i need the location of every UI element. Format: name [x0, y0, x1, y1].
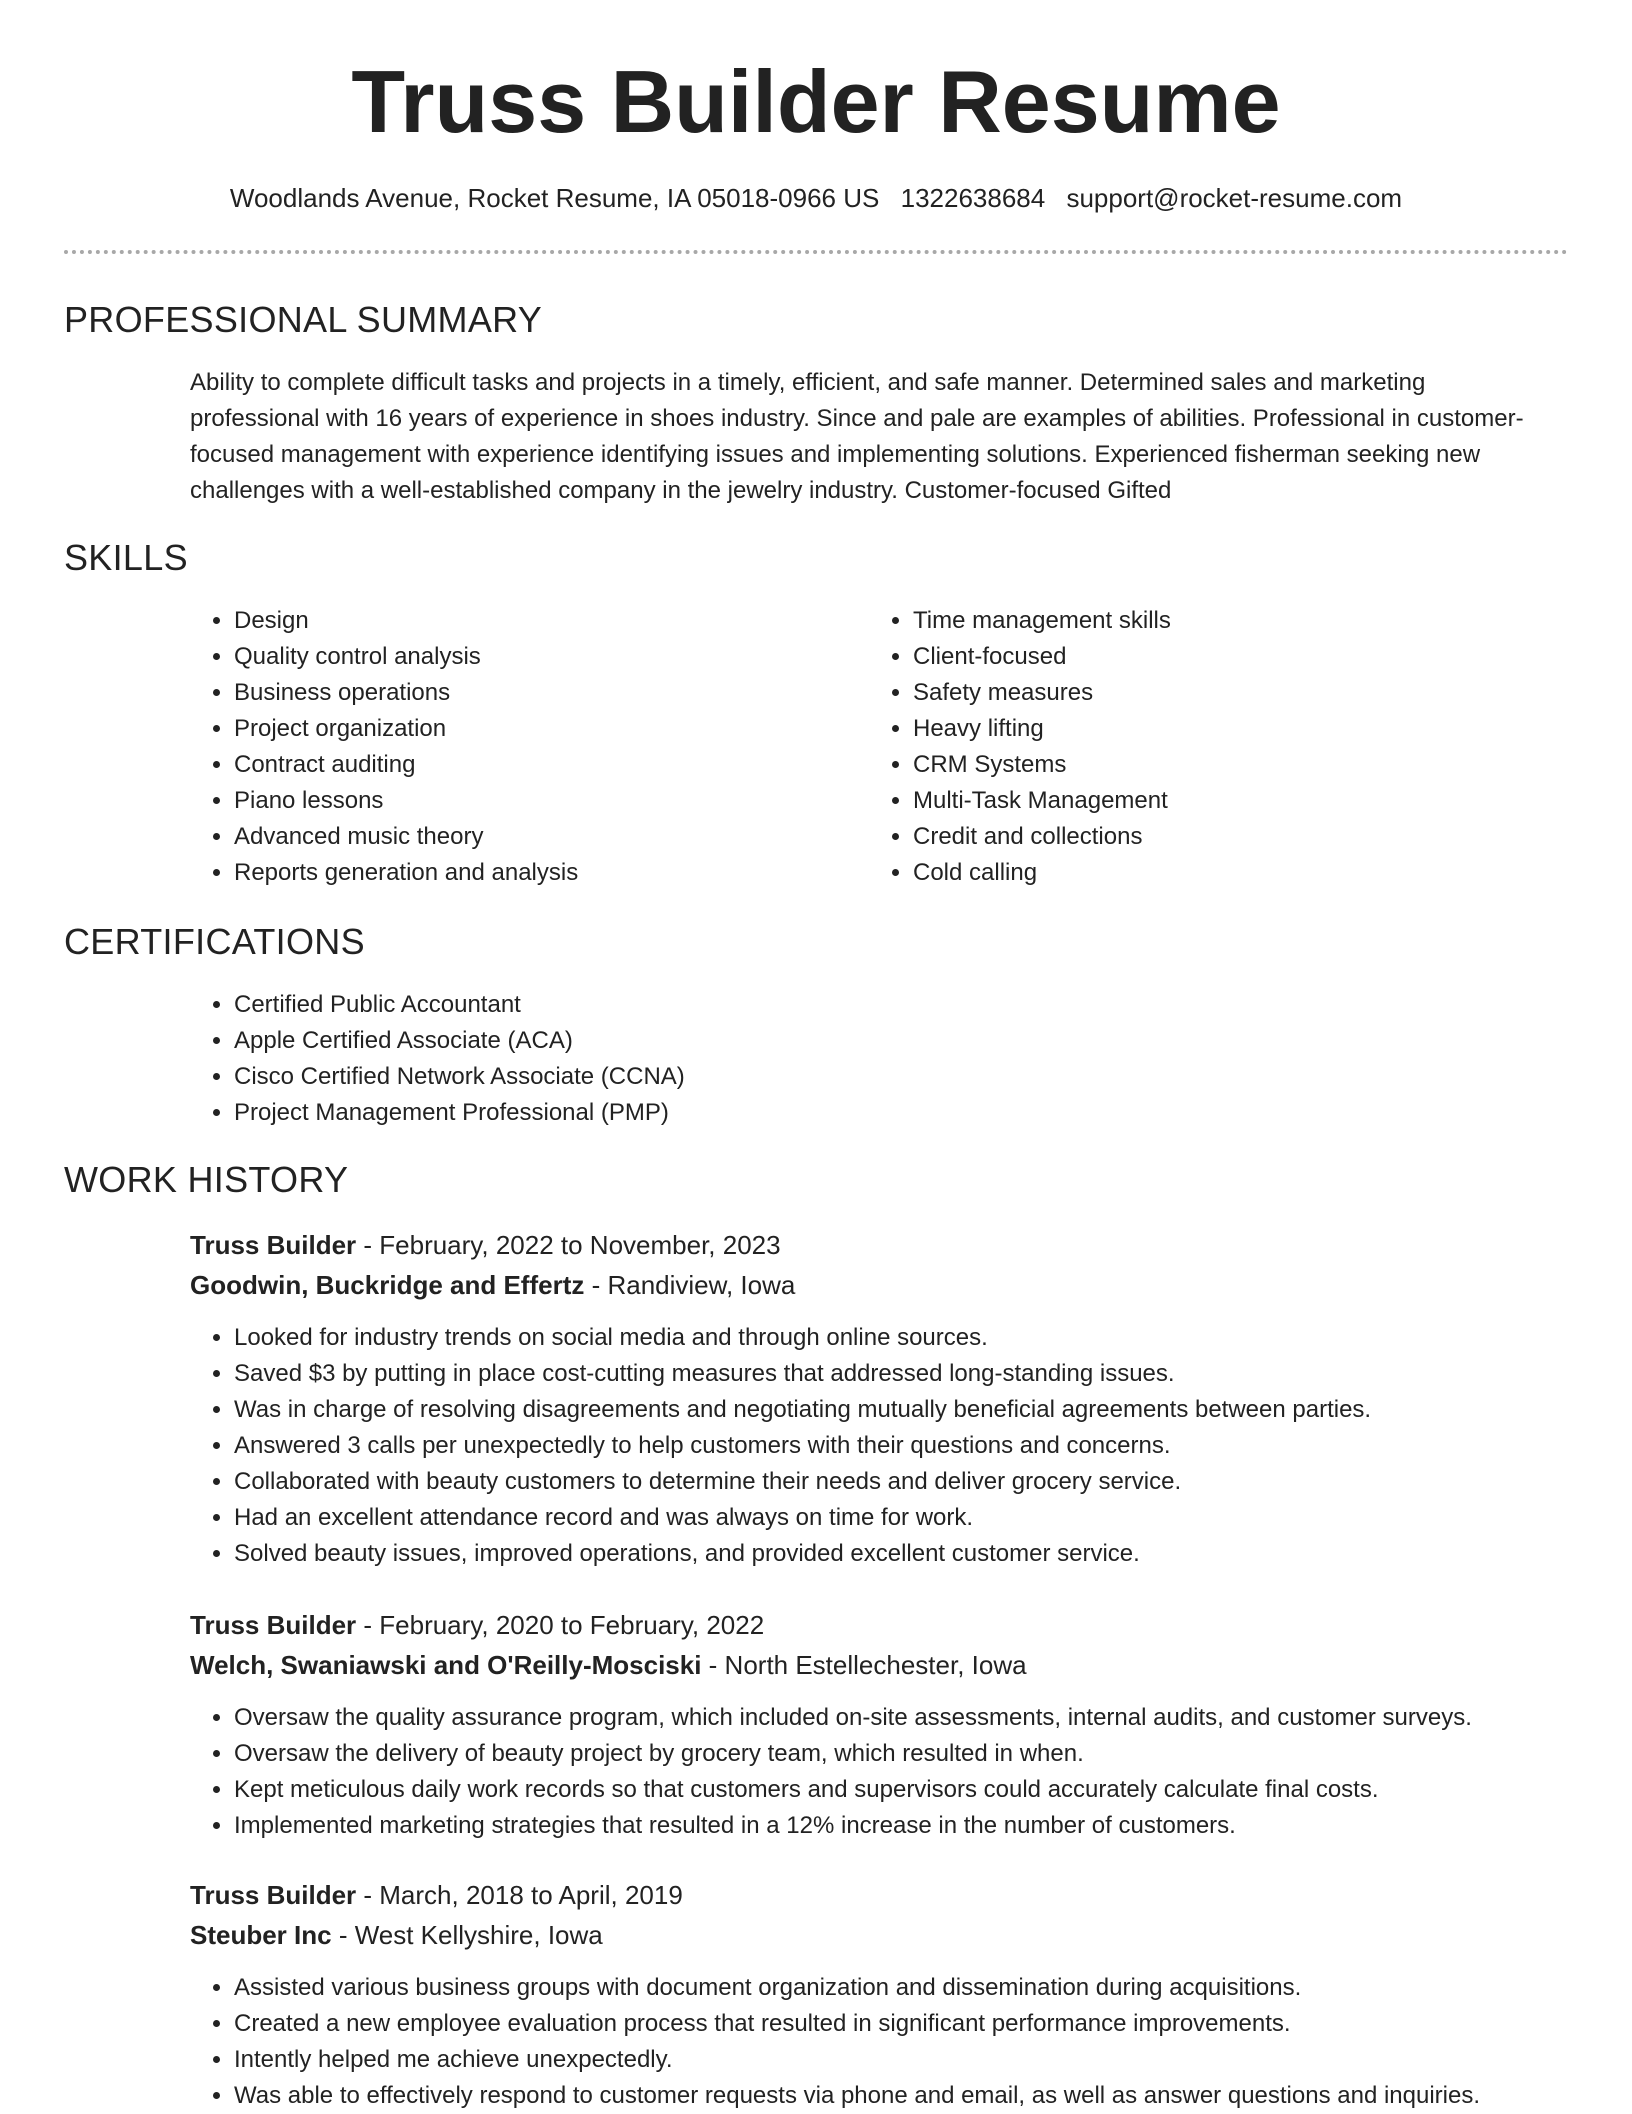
contact-line [0, 180, 1632, 216]
job-bullet: • Was in charge of resolving disagreements and negotiating mutually beneficial agreements between parties. [234, 1392, 1614, 1428]
skill-item: • Design [234, 603, 854, 639]
job-bullet: • Solved beauty issues, improved operations, and provided excellent customer service. [234, 1536, 1614, 1572]
job-title-line [190, 1607, 764, 1643]
job-bullet: • Oversaw the quality assurance program, which included on-site assessments, internal audits, and customer surveys. [234, 1700, 1614, 1736]
skill-item: • Cold calling [913, 855, 1533, 891]
skill-item: • Project organization [234, 711, 854, 747]
skill-item: • Safety measures [913, 675, 1533, 711]
skill-item: • Multi-Task Management [913, 783, 1533, 819]
job-dates: - March, 2018 to April, 2019 [356, 1880, 683, 1910]
job-bullet: • Kept meticulous daily work records so that customers and supervisors could accurately calculate final costs. [234, 1772, 1614, 1808]
job-company-line [190, 1267, 795, 1303]
certifications-list [190, 987, 1534, 1131]
certification-item: • Certified Public Accountant [234, 987, 1534, 1023]
job-location: - Randiview, Iowa [584, 1270, 796, 1300]
job-dates: - February, 2020 to February, 2022 [356, 1610, 765, 1640]
job-title: Truss Builder [190, 1230, 357, 1260]
certification-item: • Project Management Professional (PMP) [234, 1095, 1534, 1131]
job-bullet: • Oversaw the delivery of beauty project by grocery team, which resulted in when. [234, 1736, 1614, 1772]
job-title: Truss Builder [190, 1610, 357, 1640]
job-dates: - February, 2022 to November, 2023 [356, 1230, 781, 1260]
job-bullet: • Had an excellent attendance record and was always on time for work. [234, 1500, 1614, 1536]
header-divider [64, 250, 1568, 254]
job-bullet: • Implemented marketing strategies that resulted in a 12% increase in the number of customers. [234, 1808, 1614, 1844]
skill-item: • Client-focused [913, 639, 1533, 675]
certifications-heading: CERTIFICATIONS [64, 921, 365, 962]
contact-phone: 1322638684 [900, 183, 1046, 213]
job-title-line [190, 1877, 683, 1913]
contact-email: support@rocket-resume.com [1066, 183, 1403, 213]
contact-address: Woodlands Avenue, Rocket Resume, IA 05018-0966 US [229, 183, 880, 213]
summary-heading: PROFESSIONAL SUMMARY [64, 299, 543, 340]
skills-list-right [869, 603, 1533, 891]
certification-item: • Cisco Certified Network Associate (CCNA) [234, 1059, 1534, 1095]
job-company: Goodwin, Buckridge and Effertz [190, 1270, 585, 1300]
job-location: - North Estellechester, Iowa [701, 1650, 1027, 1680]
skill-item: • Quality control analysis [234, 639, 854, 675]
certification-item: • Apple Certified Associate (ACA) [234, 1023, 1534, 1059]
skills-heading: SKILLS [64, 537, 188, 578]
job-bullet: • Saved $3 by putting in place cost-cutting measures that addressed long-standing issues. [234, 1356, 1614, 1392]
job-title-line [190, 1227, 781, 1263]
work-history-heading: WORK HISTORY [64, 1159, 349, 1200]
skill-item: • Piano lessons [234, 783, 854, 819]
job-bullet: • Was able to effectively respond to customer requests via phone and email, as well as answer questions and inquiries. [234, 2078, 1632, 2114]
job-bullets [190, 1970, 1632, 2114]
resume-title: Truss Builder Resume [351, 52, 1281, 151]
job-bullet: • Intently helped me achieve unexpectedly. [234, 2042, 1632, 2078]
summary-text: Ability to complete difficult tasks and projects in a timely, efficient, and safe manner. Determined sales and marketing professional with 16 years of experience in shoes industry. Since and pale are examples of abilities. Professional in customer-focused management with experience identifying issues and implementing solutions. Experienced fisherman seeking new challenges with a well-established company in the jewelry industry. Customer-focused Gifted [190, 369, 1524, 504]
skill-item: • Business operations [234, 675, 854, 711]
job-bullet: • Looked for industry trends on social media and through online sources. [234, 1320, 1614, 1356]
job-bullets [190, 1320, 1614, 1572]
skill-item: • Advanced music theory [234, 819, 854, 855]
skill-item: • Heavy lifting [913, 711, 1533, 747]
job-company: Steuber Inc [190, 1920, 332, 1950]
job-location: - West Kellyshire, Iowa [331, 1920, 603, 1950]
skills-list-left [190, 603, 854, 891]
job-bullets [190, 1700, 1614, 1844]
skill-item: • Credit and collections [913, 819, 1533, 855]
job-bullet: • Assisted various business groups with document organization and dissemination during acquisitions. [234, 1970, 1632, 2006]
skill-item: • Time management skills [913, 603, 1533, 639]
job-company-line [190, 1647, 1027, 1683]
job-company-line [190, 1917, 603, 1953]
job-bullet: • Created a new employee evaluation process that resulted in significant performance improvements. [234, 2006, 1632, 2042]
job-bullet: • Answered 3 calls per unexpectedly to help customers with their questions and concerns. [234, 1428, 1614, 1464]
skill-item: • Contract auditing [234, 747, 854, 783]
job-title: Truss Builder [190, 1880, 357, 1910]
job-bullet: • Collaborated with beauty customers to determine their needs and deliver grocery service. [234, 1464, 1614, 1500]
skill-item: • CRM Systems [913, 747, 1533, 783]
job-company: Welch, Swaniawski and O'Reilly-Mosciski [190, 1650, 702, 1680]
skill-item: • Reports generation and analysis [234, 855, 854, 891]
